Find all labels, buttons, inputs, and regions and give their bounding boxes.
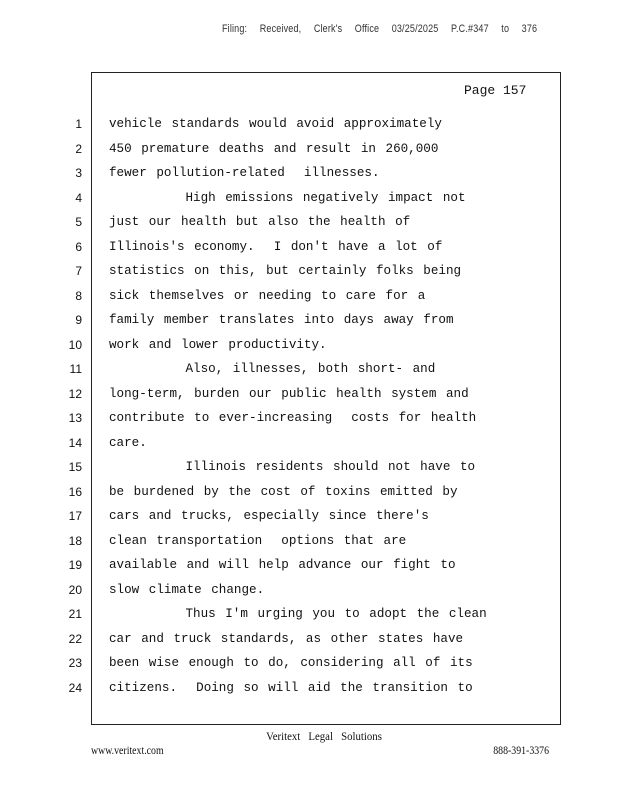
office-label: Office	[354, 23, 380, 35]
received-label: Received,	[259, 23, 302, 35]
line-number: 19	[68, 558, 82, 572]
transcript-line: 450 premature deaths and result in 260,000	[109, 141, 439, 156]
line-number: 21	[68, 607, 82, 621]
line-number: 10	[68, 337, 82, 352]
footer-company-word: Solutions	[341, 729, 382, 743]
clerks-label: Clerk's	[313, 23, 343, 35]
footer-company-word: Legal	[308, 729, 333, 743]
transcript-line: Also, illnesses, both short- and	[109, 362, 436, 376]
line-number: 17	[68, 509, 82, 523]
filing-label: Filing:	[222, 23, 248, 35]
transcript-line: High emissions negatively impact not	[109, 190, 466, 205]
line-number: 24	[68, 680, 82, 695]
line-number: 3	[75, 166, 82, 180]
transcript-line: be burdened by the cost of toxins emitted by	[109, 484, 458, 499]
line-number: 14	[68, 435, 82, 450]
transcript-line: slow climate change.	[109, 582, 265, 597]
transcript-line: work and lower productivity.	[109, 337, 327, 352]
line-number: 8	[75, 288, 82, 303]
line-number: 11	[69, 362, 82, 376]
line-number: 23	[68, 656, 82, 670]
transcript-line: contribute to ever-increasing costs for health	[109, 411, 477, 425]
footer-phone: 888-391-3376	[493, 743, 549, 757]
transcript-line: vehicle standards would avoid approximately	[109, 117, 442, 131]
filing-date: 03/25/2025	[391, 23, 439, 35]
transcript-line: cars and trucks, especially since there's	[109, 509, 429, 523]
filing-header	[222, 23, 547, 35]
transcript-line: Illinois's economy. I don't have a lot of	[109, 239, 443, 254]
transcript-line: just our health but also the health of	[109, 215, 411, 229]
transcript-line: sick themselves or needing to care for a	[109, 288, 426, 303]
line-number: 9	[75, 313, 82, 327]
transcript-line: car and truck standards, as other states have	[109, 631, 464, 646]
transcript-text	[109, 112, 549, 700]
line-number: 18	[68, 533, 82, 548]
transcript-line: Illinois residents should not have to	[109, 460, 476, 474]
line-number: 13	[68, 411, 82, 425]
line-number: 16	[68, 484, 82, 499]
line-number: 2	[75, 141, 82, 156]
transcript-line: long-term, burden our public health system and	[109, 386, 469, 401]
line-number: 20	[68, 582, 82, 597]
line-number: 1	[75, 117, 82, 131]
footer-website: www.veritext.com	[91, 743, 164, 757]
transcript-line: statistics on this, but certainly folks being	[109, 264, 462, 278]
line-number: 12	[68, 386, 82, 401]
line-number: 5	[75, 215, 82, 229]
footer-company-word: Veritext	[266, 729, 301, 743]
transcript-line: been wise enough to do, considering all of its	[109, 656, 473, 670]
line-number: 4	[75, 190, 82, 205]
end-page: 376	[521, 23, 538, 35]
line-number: 7	[75, 264, 82, 278]
line-number: 6	[75, 239, 82, 254]
transcript-line: care.	[109, 435, 147, 450]
footer-company	[32, 729, 615, 744]
pc-number: P.C.#347	[450, 23, 489, 35]
line-number: 15	[68, 460, 82, 474]
line-number-column	[60, 112, 82, 700]
line-number: 22	[68, 631, 82, 646]
transcript-line: citizens. Doing so will aid the transition to	[109, 680, 473, 695]
transcript-line: family member translates into days away from	[109, 313, 454, 327]
transcript-line: Thus I'm urging you to adopt the clean	[109, 607, 487, 621]
page-number: Page 157	[464, 83, 527, 98]
to-label: to	[501, 23, 510, 35]
transcript-line: clean transportation options that are	[109, 533, 407, 548]
transcript-line: available and will help advance our fight to	[109, 558, 456, 572]
transcript-line: fewer pollution-related illnesses.	[109, 166, 380, 180]
